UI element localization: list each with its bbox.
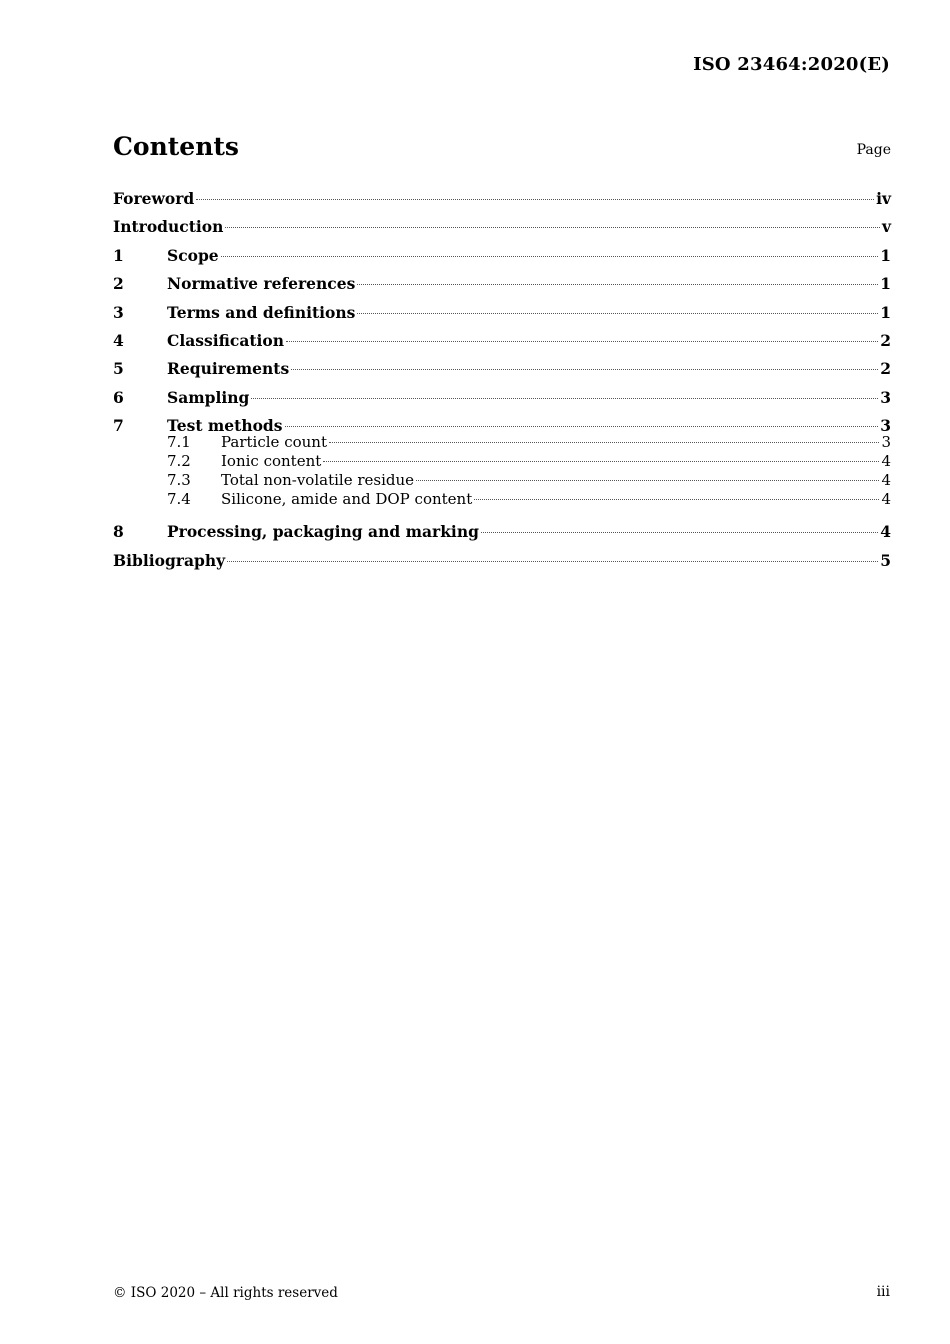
toc-entry-page: 3 — [880, 416, 891, 436]
toc-entry-number: 4 — [113, 330, 124, 350]
toc-subentry-number: 7.3 — [167, 471, 191, 490]
contents-title: Contents — [113, 132, 240, 161]
toc-entry-title: Introduction — [113, 217, 224, 237]
dot-leader — [357, 313, 878, 314]
toc-entry-title: Processing, packaging and marking — [167, 522, 479, 542]
toc-subentry-page: 4 — [881, 490, 891, 509]
toc-entry-page: 1 — [880, 245, 891, 265]
toc-entry-introduction[interactable] — [113, 213, 891, 241]
toc-entry-page: 3 — [880, 387, 891, 407]
toc-entry-title: Scope — [167, 245, 219, 265]
page-column-label: Page — [856, 142, 891, 158]
page-number: iii — [876, 1284, 890, 1300]
toc-entry-page: 4 — [880, 522, 891, 542]
toc-entry-number: 1 — [113, 245, 124, 265]
toc-entry-bibliography[interactable] — [113, 547, 891, 575]
toc-subentry-title: Ionic content — [221, 451, 322, 470]
toc-subentry-number: 7.2 — [167, 451, 191, 470]
toc-subentry-title: Silicone, amide and DOP content — [221, 490, 473, 509]
toc-entry-page: 2 — [880, 359, 891, 379]
toc-subentry-page: 3 — [881, 432, 891, 451]
dot-leader — [286, 341, 878, 342]
toc-entry-title: Normative references — [167, 274, 356, 294]
toc-subentry-title: Particle count — [221, 432, 327, 451]
dot-leader — [196, 199, 874, 200]
dot-leader — [329, 442, 879, 443]
toc-entry-sampling[interactable] — [113, 384, 891, 412]
copyright-notice: © ISO 2020 – All rights reserved — [113, 1285, 338, 1301]
toc-entry-number: 6 — [113, 387, 124, 407]
toc-subentry-page: 4 — [881, 471, 891, 490]
dot-leader — [474, 499, 879, 500]
toc-subentry-number: 7.4 — [167, 490, 191, 509]
toc-entry-terms-and-definitions[interactable] — [113, 299, 891, 327]
toc-entry-page: 1 — [880, 274, 891, 294]
toc-entry-number: 8 — [113, 522, 124, 542]
toc-entry-scope[interactable] — [113, 242, 891, 270]
toc-entry-number: 7 — [113, 416, 124, 436]
toc-entry-page: 2 — [880, 330, 891, 350]
toc-subentry-silicone-amide-dop-content[interactable] — [113, 490, 891, 518]
dot-leader — [251, 398, 878, 399]
toc-entry-page: v — [881, 217, 891, 237]
toc-entry-normative-references[interactable] — [113, 270, 891, 298]
toc-entry-title: Test methods — [167, 416, 283, 436]
toc-entry-page: iv — [876, 189, 891, 208]
toc-entry-number: 3 — [113, 302, 124, 322]
toc-subentry-number: 7.1 — [167, 432, 191, 451]
dot-leader — [323, 461, 879, 462]
toc-entry-processing-packaging-marking[interactable] — [113, 518, 891, 546]
toc-entry-number: 5 — [113, 359, 124, 379]
dot-leader — [357, 284, 878, 285]
toc-subentry-page: 4 — [881, 451, 891, 470]
toc-subentry-title: Total non-volatile residue — [221, 471, 415, 490]
dot-leader — [225, 227, 880, 228]
toc-subentry-ionic-content[interactable] — [113, 452, 891, 471]
toc-entry-number: 2 — [113, 274, 124, 294]
dot-leader — [291, 369, 878, 370]
dot-leader — [481, 532, 878, 533]
toc-entry-title: Foreword — [113, 189, 195, 208]
toc-entry-title: Classification — [167, 330, 285, 350]
document-id: ISO 23464:2020(E) — [693, 54, 890, 75]
dot-leader — [416, 480, 879, 481]
toc-entry-title: Bibliography — [113, 550, 226, 570]
toc-entry-foreword[interactable] — [113, 185, 891, 213]
toc-entry-requirements[interactable] — [113, 355, 891, 383]
dot-leader — [221, 256, 879, 257]
toc-entry-title: Requirements — [167, 359, 290, 379]
contents-header — [113, 132, 891, 166]
toc-subentry-total-non-volatile-residue[interactable] — [113, 471, 891, 490]
toc-entry-title: Terms and definitions — [167, 302, 356, 322]
table-of-contents — [113, 185, 891, 575]
toc-subentry-particle-count[interactable] — [113, 433, 891, 452]
toc-entry-page: 5 — [880, 550, 891, 570]
dot-leader — [285, 426, 879, 427]
toc-entry-classification[interactable] — [113, 327, 891, 355]
toc-entry-page: 1 — [880, 302, 891, 322]
dot-leader — [227, 561, 878, 562]
toc-entry-title: Sampling — [167, 387, 250, 407]
